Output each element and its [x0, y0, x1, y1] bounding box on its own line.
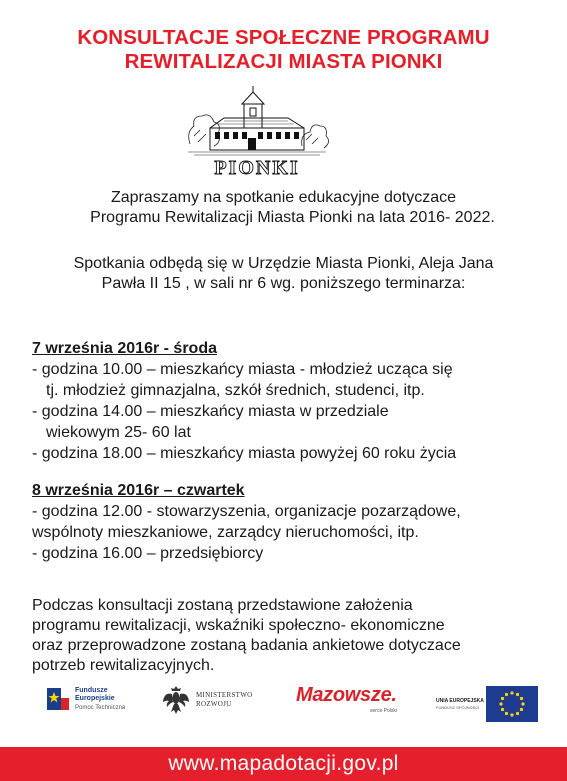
day1-line: - godzina 14.00 – mieszkańcy miasta w przedziale: [32, 403, 389, 420]
mazowsze-tagline: serce Polski: [370, 708, 397, 714]
footer-url-link[interactable]: www.mapadotacji.gov.pl: [168, 752, 399, 775]
day2-line: wspólnoty mieszkaniowe, zarządcy nieruchomości, itp.: [32, 524, 419, 541]
ministerstwo-rozwoju-logo: [162, 682, 262, 718]
closing-line: potrzeb rewitalizacyjnych.: [32, 657, 215, 674]
day1-line: - godzina 18.00 – mieszkańcy miasta powyżej 60 roku życia: [32, 445, 457, 462]
unia-europejska-logo: [436, 684, 546, 724]
day1-line: tj. młodzież gimnazjalna, szkół średnich, studenci, itp.: [46, 382, 425, 399]
mazowsze-logo: [296, 684, 416, 720]
mazowsze-word: Mazowsze.: [296, 684, 397, 706]
intro-paragraph: [0, 188, 567, 228]
eu-flag-icon: [486, 686, 538, 722]
meeting-line-1: Spotkania odbędą się w Urzędzie Miasta Pionki, Aleja Jana: [73, 255, 494, 272]
intro-line-2: Programu Rewitalizacji Miasta Pionki na lata 2016- 2022.: [90, 209, 495, 226]
title-line-2: REWITALIZACJI MIASTA PIONKI: [124, 50, 443, 73]
pionki-town-hall-logo: [184, 86, 330, 178]
closing-line: Podczas konsultacji zostaną przedstawione założenia: [32, 597, 413, 614]
logo-text: PIONKI: [214, 157, 300, 178]
page-title: [0, 26, 567, 74]
meeting-info: [0, 254, 567, 294]
fundusze-europejskie-logo: [45, 684, 135, 716]
day1-line: - godzina 10.00 – mieszkańcy miasta - młodzież ucząca się: [32, 361, 453, 378]
day2-line: - godzina 16.00 – przedsiębiorcy: [32, 545, 264, 562]
footer-banner: [0, 747, 567, 781]
sponsor-logos: [0, 680, 567, 726]
closing-line: programu rewitalizacji, wskaźniki społeczno- ekonomiczne: [32, 617, 445, 634]
day2-line: - godzina 12.00 - stowarzyszenia, organizacje pozarządowe,: [32, 503, 461, 520]
day1-heading: 7 września 2016r - środa: [32, 340, 217, 357]
ministerstwo-line-1: MINISTERSTWO: [196, 691, 253, 699]
closing-line: oraz przeprowadzone zostaną badania ankietowe dotyczace: [32, 637, 461, 654]
ue-line-2: FUNDUSZ SPÓJNOŚCI: [436, 705, 480, 710]
meeting-line-2: Pawła II 15 , w sali nr 6 wg. poniższego terminarza:: [101, 275, 466, 292]
fundusze-line-1: Fundusze: [75, 687, 108, 694]
day2-heading: 8 września 2016r – czwartek: [32, 482, 245, 499]
day1-line: wiekowym 25- 60 lat: [46, 424, 191, 441]
eu-funds-star-icon: [45, 684, 71, 714]
polish-eagle-icon: [162, 682, 190, 716]
title-line-1: KONSULTACJE SPOŁECZNE PROGRAMU: [77, 26, 490, 49]
ministerstwo-line-2: ROZWOJU: [196, 700, 232, 708]
closing-paragraph: [32, 596, 461, 676]
ue-line-1: UNIA EUROPEJSKA: [436, 698, 484, 704]
schedule: [32, 338, 461, 564]
fundusze-line-3: Pomoc Techniczna: [75, 705, 126, 711]
fundusze-line-2: Europejskie: [75, 695, 115, 702]
intro-line-1: Zapraszamy na spotkanie edukacyjne dotyczace: [110, 189, 457, 206]
